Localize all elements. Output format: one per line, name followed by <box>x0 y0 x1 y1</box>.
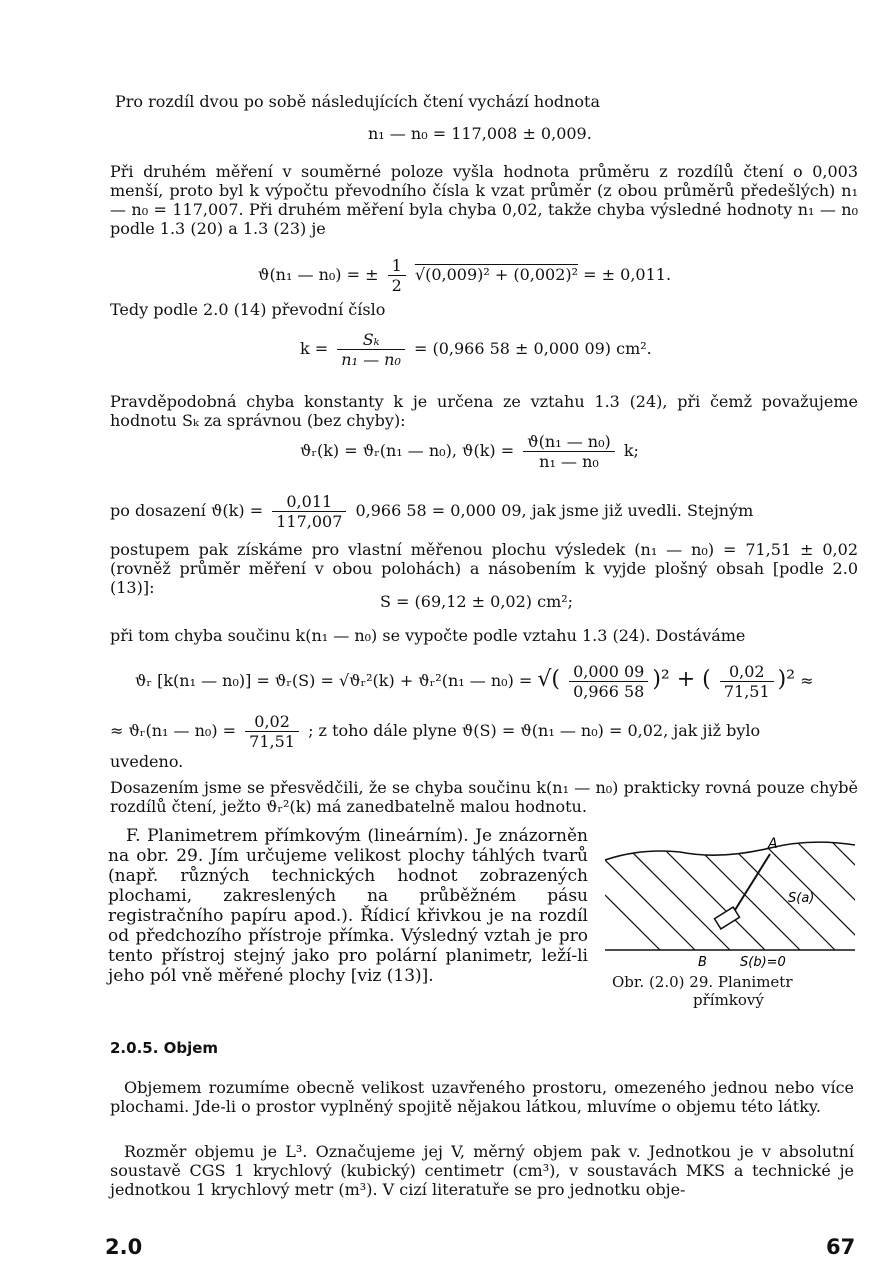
label-sb: S(b)=0 <box>740 955 786 970</box>
p5-fraction <box>272 492 346 531</box>
paragraph-second-measurement: Při druhém měření v souměrné poloze vyšla hodnota průměru z rozdílů čtení o 0,003 menší, proto byl k výpočtu převodního čísla k vzat průměr (z obou průměrů předešlých) n₁ — n₀ = 117,007. Při druhém měření byla chyba 0,02, takže chyba výsledné hodnoty n₁ — n₀ podle 1.3 (20) a 1.3 (23) je <box>110 162 858 238</box>
paragraph-intro: Pro rozdíl dvou po sobě následujících čtení vychází hodnota <box>115 92 600 111</box>
label-b: B <box>698 955 707 970</box>
equation-relative-error <box>300 432 639 471</box>
eq4-num: ϑ(n₁ — n₀) <box>523 432 615 452</box>
section-heading: 2.0.5. Objem <box>110 1039 219 1057</box>
eq3-num: Sₖ <box>337 330 405 350</box>
eq2-frac-den: 2 <box>391 276 402 295</box>
eq6-den2: 71,51 <box>723 682 770 701</box>
eq6-den1: 0,966 58 <box>573 682 645 701</box>
eq3-rhs: = (0,966 58 ± 0,000 09) cm². <box>413 339 652 358</box>
eq6-fraction-1 <box>569 662 648 701</box>
equation-approx <box>110 712 760 751</box>
hatched-area <box>600 830 860 950</box>
eq2-root: √(0,009)² + (0,002)² <box>414 265 579 284</box>
eq3-fraction <box>337 330 405 369</box>
eq7-b: ; z toho dále plyne ϑ(S) = ϑ(n₁ — n₀) = 0,02, jak již bylo <box>308 721 761 740</box>
p5-a: po dosazení ϑ(k) = <box>110 501 264 520</box>
paragraph-substitution <box>110 492 753 531</box>
planimeter-wheel <box>714 907 739 929</box>
eq3-lhs: k = <box>300 339 329 358</box>
eq3-den: n₁ — n₀ <box>341 350 401 369</box>
equation-difference: n₁ — n₀ = 117,008 ± 0,009. <box>368 124 592 143</box>
figure-caption-line1: Obr. (2.0) 29. Planimetr <box>612 973 793 991</box>
equation-k <box>300 330 652 369</box>
paragraph-conclusion: Dosazením jsme se přesvědčili, že se chyba součinu k(n₁ — n₀) prakticky rovná pouze chybě rozdílů čtení, ježto ϑᵣ²(k) má zanedbatelně malou hodnotu. <box>110 778 858 816</box>
equation-area: S = (69,12 ± 0,02) cm²; <box>380 592 574 611</box>
curve-boundary <box>605 842 855 860</box>
label-sa: S(a) <box>788 891 815 906</box>
paragraph-conversion: Tedy podle 2.0 (14) převodní číslo <box>110 300 386 319</box>
eq7-a: ≈ ϑᵣ(n₁ — n₀) = <box>110 721 237 740</box>
planimeter-figure <box>600 830 860 970</box>
eq6-end: ≈ <box>800 671 814 690</box>
section-f-linear-planimeter: F. Planimetrem přímkovým (lineárním). Je znázorněn na obr. 29. Jím určujeme velikost plochy táhlých tvarů (např. různých technických hodnot zobrazených plochami, zakreslených na průběžném pásu registračního papíru apod.). Řídicí křivkou je na rozdíl od předchozího přístroje přímka. Výsledný vztah je pro tento přístroj stejný jako pro polární planimetr, leží-li jeho pól vně měřené plochy [viz (13)]. <box>108 826 588 986</box>
equation-product-error: ϑᵣ [k(n₁ — n₀)] = ϑᵣ(S) = √ϑᵣ²(k) + ϑᵣ²(n₁ — n₀) = √( $\frac{0,000 09}{0,966 58}$ )² + ( $\frac{0,02}{71,51}$ )² ≈ <box>135 662 814 701</box>
page-number: 67 <box>826 1235 856 1259</box>
p5-num: 0,011 <box>272 492 346 512</box>
eq4-a: ϑᵣ(k) = ϑᵣ(n₁ — n₀), ϑ(k) = <box>300 441 515 460</box>
eq4-den: n₁ — n₀ <box>539 452 599 471</box>
p5-b: 0,966 58 = 0,000 09, jak jsme již uvedli. Stejným <box>355 501 754 520</box>
eq6-a: ϑᵣ [k(n₁ — n₀)] = ϑᵣ(S) = √ϑᵣ²(k) + ϑᵣ²(n₁ — n₀) = <box>135 671 533 690</box>
eq6-num2: 0,02 <box>720 662 774 682</box>
eq4-fraction <box>523 432 615 471</box>
eq4-b: k; <box>623 441 639 460</box>
paragraph-area-result: postupem pak získáme pro vlastní měřenou plochu výsledek (n₁ — n₀) = 71,51 ± 0,02 (rovněž průměr měření v obou polohách) a násobením k vyjde plošný obsah [podle 2.0 (13)]: <box>110 540 858 597</box>
eq2-frac-num: 1 <box>388 256 406 276</box>
footer-chapter: 2.0 <box>105 1235 143 1259</box>
eq7-num: 0,02 <box>245 712 299 732</box>
eq2-lhs: ϑ(n₁ — n₀) = ± <box>258 265 379 284</box>
p5-den: 117,007 <box>276 512 343 531</box>
eq7-den: 71,51 <box>249 732 295 751</box>
figure-caption-line2: přímkový <box>693 991 764 1009</box>
label-a: A <box>768 836 778 852</box>
eq7-fraction <box>245 712 299 751</box>
paragraph-volume-units: Rozměr objemu je L³. Označujeme jej V, měrný objem pak v. Jednotkou je v absolutní soustavě CGS 1 krychlový (kubický) centimetr (cm³), v soustavách MKS a technické je jednotkou 1 krychlový metr (m³). V cizí literatuře se pro jednotku obje- <box>110 1142 854 1199</box>
eq6-num1: 0,000 09 <box>569 662 648 682</box>
equation-error <box>258 256 671 295</box>
eq2-fraction <box>388 256 406 295</box>
eq6-fraction-2 <box>720 662 774 701</box>
paragraph-product-error: při tom chyba součinu k(n₁ — n₀) se vypočte podle vztahu 1.3 (24). Dostáváme <box>110 626 746 645</box>
eq7-continuation: uvedeno. <box>110 752 184 771</box>
eq2-rhs: = ± 0,011. <box>583 265 672 284</box>
paragraph-probable-error: Pravděpodobná chyba konstanty k je určena ze vztahu 1.3 (24), při čemž považujeme hodnotu Sₖ za správnou (bez chyby): <box>110 392 858 430</box>
paragraph-volume-definition: Objemem rozumíme obecně velikost uzavřeného prostoru, omezeného jednou nebo více plochami. Jde-li o prostor vyplněný spojitě nějakou látkou, mluvíme o objemu této látky. <box>110 1078 854 1116</box>
